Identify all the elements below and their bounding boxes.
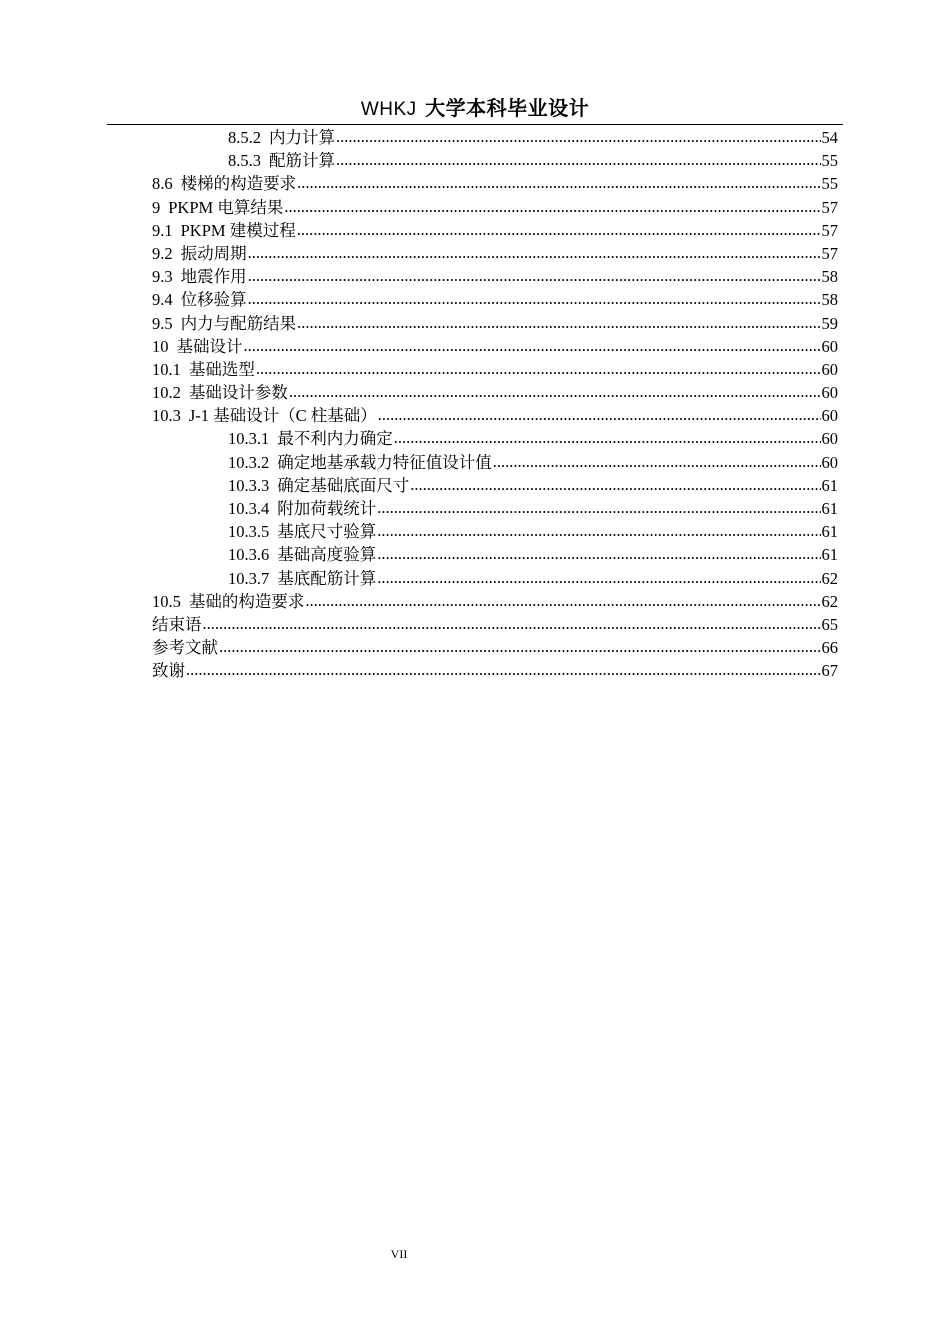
toc-entry-title: 基础设计 bbox=[176, 336, 243, 356]
toc-dot-leader bbox=[493, 451, 821, 473]
toc-entry-number: 10.3 bbox=[152, 406, 181, 426]
toc-dot-leader bbox=[297, 172, 820, 194]
toc-entry-number: 10.1 bbox=[152, 359, 181, 379]
toc-entry-page: 55 bbox=[821, 174, 838, 194]
toc-entry[interactable] bbox=[152, 358, 838, 381]
page-header bbox=[107, 94, 843, 125]
toc-entry-number: 10.3.5 bbox=[228, 522, 270, 542]
toc-entry-number: 9 bbox=[152, 197, 161, 217]
toc-dot-leader bbox=[186, 659, 821, 681]
toc-entry-title: 内力与配筋结果 bbox=[180, 313, 297, 333]
toc-entry-number: 10 bbox=[152, 336, 169, 356]
toc-entry[interactable] bbox=[152, 567, 838, 590]
toc-entry[interactable] bbox=[152, 497, 838, 520]
toc-entry-number: 8.6 bbox=[152, 174, 173, 194]
toc-entry-number: 10.3.1 bbox=[228, 429, 270, 449]
toc-entry-number: 10.3.7 bbox=[228, 568, 270, 588]
toc-entry-number: 10.3.4 bbox=[228, 499, 270, 518]
toc-dot-leader bbox=[219, 636, 821, 658]
header-brand: WHKJ bbox=[360, 99, 417, 120]
toc-dot-leader bbox=[248, 288, 821, 310]
toc-dot-leader bbox=[289, 381, 821, 403]
toc-entry-page: 67 bbox=[821, 661, 838, 681]
toc-entry-title: 配筋计算 bbox=[269, 151, 335, 171]
toc-entry-page: 58 bbox=[821, 267, 838, 287]
toc-entry[interactable] bbox=[152, 427, 838, 450]
toc-entry-number: 10.3.3 bbox=[228, 475, 270, 495]
toc-entry[interactable] bbox=[152, 636, 838, 659]
toc-entry-page: 62 bbox=[821, 568, 838, 588]
toc-entry-title: 确定地基承载力特征值设计值 bbox=[277, 452, 492, 472]
toc-entry-title: PKPM 建模过程 bbox=[180, 220, 296, 240]
toc-entry[interactable] bbox=[152, 590, 838, 613]
toc-entry-title: 致谢 bbox=[152, 661, 185, 681]
toc-dot-leader bbox=[377, 543, 820, 565]
toc-entry-page: 57 bbox=[821, 243, 838, 263]
toc-entry[interactable] bbox=[152, 451, 838, 474]
toc-entry-title: 基础的构造要求 bbox=[188, 591, 305, 611]
toc-entry-page: 60 bbox=[821, 452, 838, 472]
toc-entry[interactable] bbox=[152, 474, 838, 497]
toc-entry-number: 8.5.3 bbox=[228, 151, 261, 171]
toc-entry-number: 10.3.6 bbox=[228, 545, 270, 565]
toc-entry[interactable] bbox=[152, 659, 838, 682]
toc-dot-leader bbox=[244, 335, 821, 357]
toc-entry-page: 60 bbox=[821, 383, 838, 403]
toc-entry-page: 61 bbox=[821, 475, 838, 495]
toc-entry[interactable] bbox=[152, 172, 838, 195]
toc-entry-page: 57 bbox=[821, 220, 838, 240]
toc-dot-leader bbox=[297, 219, 821, 241]
toc-entry-title: 位移验算 bbox=[180, 290, 247, 310]
toc-entry[interactable] bbox=[152, 520, 838, 543]
toc-entry-title: 基础选型 bbox=[188, 359, 255, 379]
toc-entry-title: 附加荷载统计 bbox=[277, 499, 377, 518]
toc-entry-title: J-1 基础设计（C 柱基础） bbox=[188, 406, 377, 426]
toc-entry-page: 59 bbox=[821, 313, 838, 333]
toc-dot-leader bbox=[305, 590, 820, 612]
toc-dot-leader bbox=[336, 149, 821, 171]
toc-dot-leader bbox=[297, 312, 820, 334]
toc-entry-number: 10.2 bbox=[152, 383, 181, 403]
toc-entry-page: 60 bbox=[821, 406, 838, 426]
toc-entry-page: 66 bbox=[821, 638, 838, 658]
toc-entry[interactable] bbox=[152, 288, 838, 311]
toc-dot-leader bbox=[203, 613, 821, 635]
toc-dot-leader bbox=[377, 497, 820, 519]
toc-entry-title: 参考文献 bbox=[152, 638, 218, 658]
toc-dot-leader bbox=[336, 126, 821, 148]
toc-entry-title: 基础设计参数 bbox=[188, 383, 288, 403]
toc-entry-page: 61 bbox=[821, 499, 838, 518]
toc-entry-page: 60 bbox=[821, 429, 838, 449]
toc-entry[interactable] bbox=[152, 265, 838, 288]
toc-entry-page: 60 bbox=[821, 336, 838, 356]
toc-entry-title: 振动周期 bbox=[180, 243, 247, 263]
toc-entry[interactable] bbox=[152, 613, 838, 636]
toc-dot-leader bbox=[377, 520, 820, 542]
table-of-contents bbox=[152, 126, 838, 683]
toc-entry-title: 最不利内力确定 bbox=[277, 429, 393, 449]
toc-entry[interactable] bbox=[152, 543, 838, 566]
toc-entry-page: 58 bbox=[821, 290, 838, 310]
toc-entry[interactable] bbox=[152, 126, 838, 149]
toc-entry-title: 基底配筋计算 bbox=[277, 568, 377, 588]
toc-entry-number: 9.5 bbox=[152, 313, 173, 333]
toc-entry[interactable] bbox=[152, 335, 838, 358]
toc-dot-leader bbox=[377, 567, 820, 589]
header-title: 大学本科毕业设计 bbox=[425, 98, 590, 120]
toc-entry-title: 确定基础底面尺寸 bbox=[277, 475, 410, 495]
toc-entry-title: 基础高度验算 bbox=[277, 545, 377, 565]
toc-entry[interactable] bbox=[152, 219, 838, 242]
toc-entry-number: 9.3 bbox=[152, 267, 173, 287]
toc-entry-number: 9.2 bbox=[152, 243, 173, 263]
toc-entry-title: 楼梯的构造要求 bbox=[180, 174, 297, 194]
toc-entry[interactable] bbox=[152, 196, 838, 219]
toc-dot-leader bbox=[284, 196, 820, 218]
toc-entry-page: 62 bbox=[821, 591, 838, 611]
toc-dot-leader bbox=[248, 242, 821, 264]
toc-entry-page: 55 bbox=[821, 151, 838, 171]
toc-entry[interactable] bbox=[152, 242, 838, 265]
toc-entry-title: 基底尺寸验算 bbox=[277, 522, 377, 542]
toc-entry-number: 10.3.2 bbox=[228, 452, 270, 472]
toc-entry-page: 61 bbox=[821, 522, 838, 542]
toc-entry-page: 65 bbox=[821, 614, 838, 634]
toc-dot-leader bbox=[394, 427, 821, 449]
toc-entry-page: 61 bbox=[821, 545, 838, 565]
toc-entry-number: 9.4 bbox=[152, 290, 173, 310]
toc-entry-title: 内力计算 bbox=[269, 128, 335, 147]
toc-entry[interactable] bbox=[152, 312, 838, 335]
toc-entry-page: 60 bbox=[821, 359, 838, 379]
toc-entry-number: 9.1 bbox=[152, 220, 173, 240]
toc-dot-leader bbox=[256, 358, 821, 380]
toc-entry-number: 8.5.2 bbox=[228, 128, 261, 147]
toc-entry[interactable] bbox=[152, 149, 838, 172]
toc-entry-title: 结束语 bbox=[152, 614, 202, 634]
toc-entry-number: 10.5 bbox=[152, 591, 181, 611]
toc-dot-leader bbox=[410, 474, 820, 496]
toc-entry-page: 57 bbox=[821, 197, 838, 217]
toc-entry[interactable] bbox=[152, 404, 838, 427]
toc-dot-leader bbox=[378, 404, 821, 426]
toc-entry-title: 地震作用 bbox=[180, 267, 247, 287]
page-number: VII bbox=[390, 1247, 408, 1261]
toc-entry-page: 54 bbox=[821, 128, 838, 147]
toc-dot-leader bbox=[248, 265, 821, 287]
toc-entry-title: PKPM 电算结果 bbox=[168, 197, 284, 217]
toc-entry[interactable] bbox=[152, 381, 838, 404]
